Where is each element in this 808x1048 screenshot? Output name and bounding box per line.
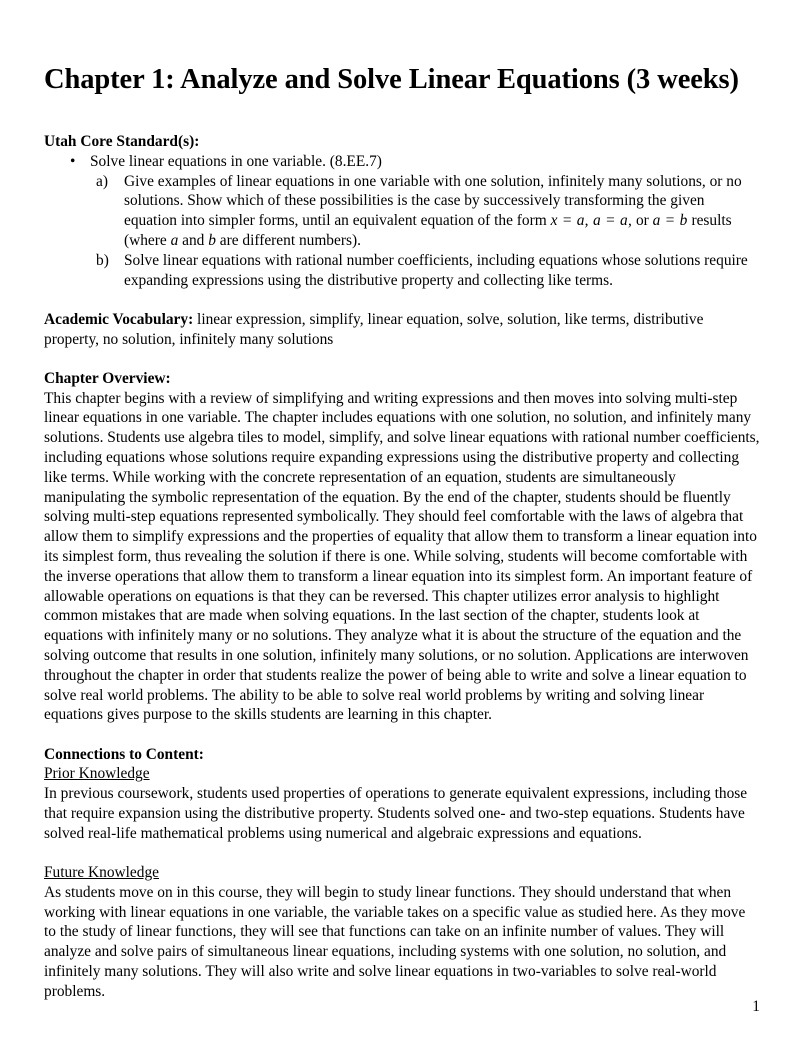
standard-a-part3: are different numbers). [215, 231, 361, 249]
academic-vocabulary-terms: linear expression, simplify, linear equation, solve, solution, like terms, distributive property, no solution, infinitely many solutions [44, 310, 704, 348]
standards-bullet-list [44, 152, 760, 291]
prior-knowledge-heading: Prior Knowledge [44, 765, 150, 783]
future-knowledge-heading: Future Knowledge [44, 864, 159, 882]
list-item [96, 251, 760, 291]
list-marker-a: a) [96, 172, 108, 190]
math-variable-a: a [170, 231, 179, 249]
prior-knowledge-body: In previous coursework, students used properties of operations to generate equivalent expressions, including those that require expansion using the distributive property. Students solved one- and two-step equations. Students have solved real-life mathematical problems using numerical and algebraic expressions and equations. [44, 785, 748, 842]
standard-bullet-text: Solve linear equations in one variable. (8.EE.7) [90, 152, 382, 170]
spacer [44, 349, 760, 369]
page-title: Chapter 1: Analyze and Solve Linear Equations (3 weeks) [44, 64, 739, 95]
standard-a-part1: Give examples of linear equations in one variable with one solution, infinitely many solutions, or no solutions. Show which of these possibilities is the case by successively transforming the given equation into simpler forms, until an equivalent equation of the form [124, 172, 742, 230]
math-expression-2: a = b [652, 212, 688, 230]
bullet-glyph: • [70, 152, 76, 170]
utah-core-standards-heading: Utah Core Standard(s): [44, 133, 200, 151]
academic-vocabulary-label: Academic Vocabulary: [44, 310, 194, 328]
connections-to-content-heading: Connections to Content: [44, 745, 204, 763]
list-item [44, 152, 760, 291]
spacer [44, 290, 760, 310]
list-item [96, 172, 760, 251]
chapter-overview-heading: Chapter Overview: [44, 369, 171, 387]
chapter-overview-body: This chapter begins with a review of simplifying and writing expressions and then moves into solving multi-step linear equations in one variable. The chapter includes equations with one solution, no solution, and infinitely many solutions. Students use algebra tiles to model, simplify, and solve linear equations with rational number coefficients, including equations whose solutions require expanding expressions using the distributive property and collecting like terms. While working with the concrete representation of an equation, students are simultaneously manipulating the symbolic representation of the equation. By the end of the chapter, students should be fluently solving multi-step equations represented symbolically. They should feel comfortable with the laws of algebra that allow them to simplify expressions and the properties of equality that allow them to transform a linear equation into its simplest form, thus revealing the solution if there is one. While solving, students will become comfortable with the inverse operations that allow them to transform a linear equation into its simplest form. An important feature of allowable operations on equations is that they can be reversed. This chapter utilizes error analysis to highlight common mistakes that are made when solving equations. In the last section of the chapter, students look at equations with infinitely many or no solutions. They analyze what it is about the structure of the equation and the solving outcome that results in one solution, infinitely many solutions, or no solution. Applications are interwoven throughout the chapter in order that students realize the power of being able to write and solve a linear equation to solve real world problems. The ability to be able to solve real world problems by writing and solving linear equations gives purpose to the skills students are learning in this chapter. [44, 389, 760, 724]
spacer [44, 844, 760, 864]
spacer [44, 97, 760, 132]
standard-a-or: or [632, 212, 653, 230]
page-content [44, 62, 760, 1002]
math-variable-b: b [208, 231, 216, 249]
standard-a-and: and [178, 231, 209, 249]
math-expression-1: x = a, a = a, [550, 212, 633, 230]
spacer [44, 725, 760, 745]
list-marker-b: b) [96, 251, 109, 269]
standard-a-part2: results (where [124, 212, 732, 249]
standards-sublist [90, 172, 760, 291]
academic-vocabulary-block [44, 310, 760, 350]
future-knowledge-body: As students move on in this course, they will begin to study linear functions. They should understand that when working with linear equations in one variable, the variable takes on a specific value as studied here. As they move to the study of linear functions, they will see that functions can take on an infinite number of values. They will analyze and solve pairs of simultaneous linear equations, including systems with one solution, no solution, and infinitely many solutions. They will also write and solve linear equations in two-variables to solve real-world problems. [44, 883, 746, 1000]
page-number: 1 [752, 997, 760, 1015]
standard-item-a-text [124, 173, 742, 249]
standard-item-b-text: Solve linear equations with rational number coefficients, including equations whose solutions require expanding expressions using the distributive property and collecting like terms. [124, 251, 748, 289]
